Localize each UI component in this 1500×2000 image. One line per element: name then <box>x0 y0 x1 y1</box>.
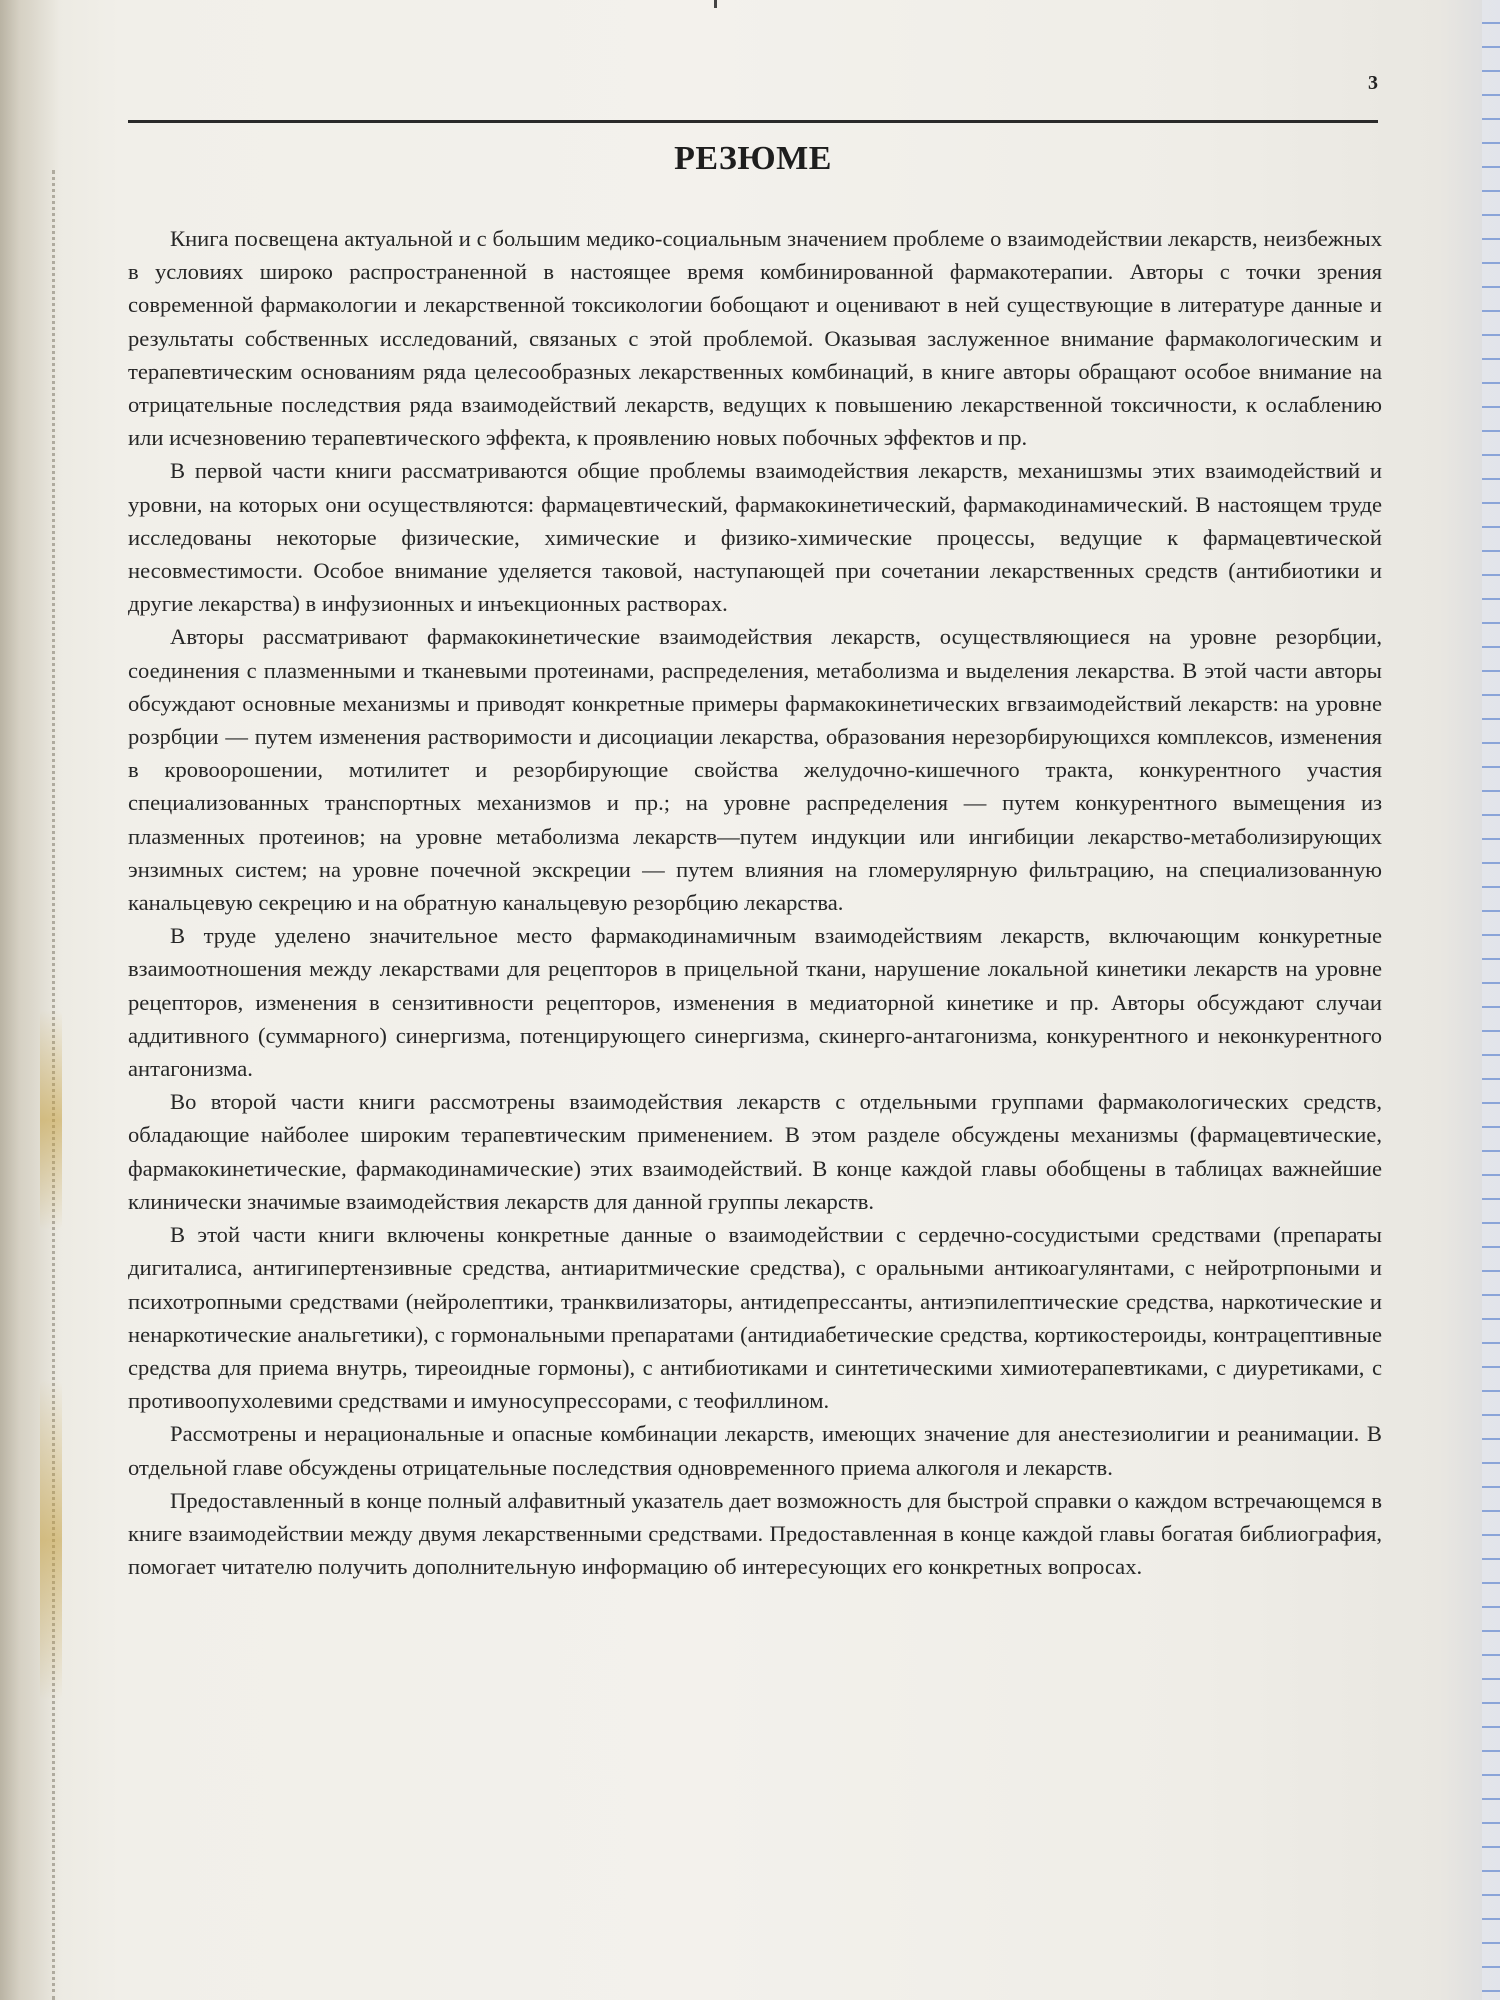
page-title: РЕЗЮМЕ <box>674 140 832 177</box>
page-number: 3 <box>1368 72 1378 94</box>
paragraph: В первой части книги рассматриваются общие проблемы взаимодействия лекарств, механишзмы этих взаимодействий и уровни, на которых они осуществляются: фармацевтический, фармакокинетический, фармакодинамический. В настоящем труде исследованы некоторые физические, химические и физико-химические процессы, ведущие к фармацевтической несовместимости. Особое внимание уделяется таковой, наступающей при сочетании лекарственных средств (антибиотики и другие лекарства) в инфузионных и инъекционных растворах. <box>128 458 1382 617</box>
paragraph: В этой части книги включены конкретные данные о взаимодействии с сердечно-сосудистыми средствами (препараты дигиталиса, антигипертензивные средства, антиаритмические средства), с оральными антикоагулянтами, с нейротрпоными и психотропными средствами (нейролептики, транквилизаторы, антидепрессанты, антиэпилептические средства, наркотические и ненаркотические анальгетики), с гормональными препаратами (антидиабетические средства, кортикостероиды, контрацептивные средства для приема внутрь, тиреоидные гормоны), с антибиотиками и синтетическими химиотерапевтиками, с диуретиками, с противоопухолевими средствами и имуносупрессорами, с теофиллином. <box>128 1222 1382 1414</box>
top-mark <box>714 0 717 8</box>
notebook-edge <box>1482 0 1500 2000</box>
paragraph: Рассмотрены и нерациональные и опасные комбинации лекарств, имеющих значение для анестезиолигии и реанимации. В отдельной главе обсуждены отрицательные последствия одновременного приема алкоголя и лекарств. <box>128 1421 1382 1480</box>
paragraph: Авторы рассматривают фармакокинетические взаимодействия лекарств, осуществляющиеся на уровне резорбции, соединения с плазменными и тканевыми протеинами, распределения, метаболизма и выделения лекарства. В этой части авторы обсуждают основные механизмы и приводят конкретные примеры фармакокинетических вгвзаимодействий лекарств: на уровне розрбции — путем изменения растворимости и дисоциации лекарства, образования нерезорбирующихся комплексов, изменения в кровоорошении, мотилитет и резорбирующие свойства желудочно-кишечного тракта, конкурентного участия специализованных транспортных механизмов и пр.; на уровне распределения — путем конкурентного вымещения из плазменных протеинов; на уровне метаболизма лекарств—путем индукции или ингибиции лекарство-метаболизирующих энзимных систем; на уровне почечной экскреции — путем влияния на гломерулярную фильтрацию, на специализованную канальцевую секрецию и на обратную канальцевую резорбцию лекарства. <box>128 624 1382 916</box>
paragraph: Предоставленный в конце полный алфавитный указатель дает возможность для быстрой справки о каждом встречающемся в книге взаимодействии между двумя лекарственными средствами. Предоставленная в конце каждой главы богатая библиография, помогает читателю получить дополнительную информацию об интересующих его конкретных вопросах. <box>128 1487 1382 1580</box>
paragraph: Во второй части книги рассмотрены взаимодействия лекарств с отдельными группами фармакологических средств, обладающие найболее широким терапевтическим применением. В этом разделе обсуждены механизмы (фармацевтические, фармакокинетические, фармакодинамические) этих взаимодействий. В конце каждой главы обобщены в таблицах важнейшие клинически значимые взаимодействия лекарств для данной группы лекарств. <box>128 1089 1382 1214</box>
page-stain <box>40 1380 62 1700</box>
binding-shadow <box>0 0 60 2000</box>
paragraph: В труде уделено значительное место фармакодинамичным взаимодействиям лекарств, включающим конкуретные взаимоотношения между лекарствами для рецепторов в прицельной ткани, нарушение локальной кинетики лекарств на уровне рецепторов, изменения в сензитивности рецепторов, изменения в медиаторной кинетике и пр. Авторы обсуждают случаи аддитивного (суммарного) синергизма, потенцирующего синергизма, скинерго-антагонизма, конкурентного и неконкурентного антагонизма. <box>128 923 1382 1082</box>
body-text <box>128 222 1382 1583</box>
header-rule <box>128 120 1378 123</box>
paragraph: Книга посвещена актуальной и с большим медико-социальным значением проблеме о взаимодействии лекарств, неизбежных в условиях широко распространенной в настоящее время комбинированной фармакотерапии. Авторы с точки зрения современной фармакологии и лекарственной токсикологии бобощают и оценивают в ней существующие в литературе данные и результаты собственных исследований, связаных с этой проблемой. Оказывая заслуженное внимание фармакологическим и терапевтическим основаниям ряда целесообразных лекарственных комбинаций, в книге авторы обращают особое внимание на отрицательные последствия ряда взаимодействий лекарств, ведущих к повышению лекарственной токсичности, к ослаблению или исчезновению терапевтического эффекта, к проявлению новых побочных эффектов и пр. <box>128 226 1382 451</box>
page-stain <box>40 1010 62 1230</box>
